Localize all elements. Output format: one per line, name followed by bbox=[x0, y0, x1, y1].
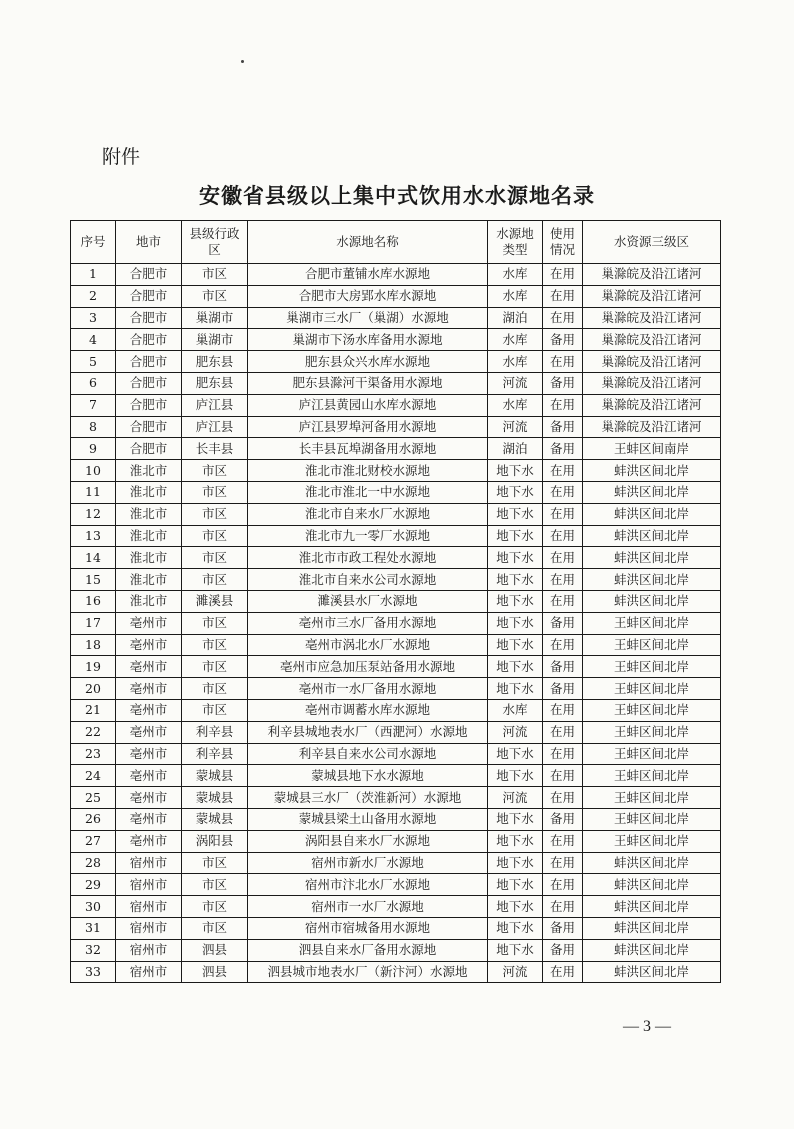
cell-water-region: 王蚌区间南岸 bbox=[583, 438, 721, 460]
cell-index: 22 bbox=[71, 721, 116, 743]
cell-city: 淮北市 bbox=[116, 547, 182, 569]
cell-water-region: 蚌洪区间北岸 bbox=[583, 569, 721, 591]
table-row bbox=[71, 917, 721, 939]
cell-index: 12 bbox=[71, 503, 116, 525]
cell-source-name: 蒙城县梁土山备用水源地 bbox=[248, 808, 488, 830]
cell-city: 淮北市 bbox=[116, 503, 182, 525]
cell-usage: 备用 bbox=[543, 438, 583, 460]
header-county: 县级行政区 bbox=[182, 221, 248, 264]
cell-usage: 在用 bbox=[543, 590, 583, 612]
cell-county: 泗县 bbox=[182, 939, 248, 961]
cell-index: 23 bbox=[71, 743, 116, 765]
table-row bbox=[71, 503, 721, 525]
cell-usage: 在用 bbox=[543, 634, 583, 656]
cell-source-type: 河流 bbox=[488, 961, 543, 983]
cell-city: 合肥市 bbox=[116, 329, 182, 351]
table-row bbox=[71, 285, 721, 307]
table-row bbox=[71, 787, 721, 809]
cell-water-region: 王蚌区间北岸 bbox=[583, 634, 721, 656]
cell-index: 3 bbox=[71, 307, 116, 329]
table-row bbox=[71, 264, 721, 286]
cell-usage: 在用 bbox=[543, 787, 583, 809]
cell-source-type: 地下水 bbox=[488, 460, 543, 482]
table-row bbox=[71, 351, 721, 373]
table-row bbox=[71, 547, 721, 569]
cell-water-region: 王蚌区间北岸 bbox=[583, 678, 721, 700]
cell-city: 亳州市 bbox=[116, 634, 182, 656]
table-row bbox=[71, 830, 721, 852]
table-row bbox=[71, 525, 721, 547]
cell-source-name: 淮北市九一零厂水源地 bbox=[248, 525, 488, 547]
cell-usage: 备用 bbox=[543, 372, 583, 394]
cell-county: 涡阳县 bbox=[182, 830, 248, 852]
cell-water-region: 巢滁皖及沿江诸河 bbox=[583, 351, 721, 373]
cell-source-name: 淮北市淮北财校水源地 bbox=[248, 460, 488, 482]
attachment-label: 附件 bbox=[102, 146, 141, 168]
cell-index: 29 bbox=[71, 874, 116, 896]
cell-source-type: 地下水 bbox=[488, 481, 543, 503]
cell-source-type: 水库 bbox=[488, 699, 543, 721]
cell-source-type: 地下水 bbox=[488, 678, 543, 700]
cell-index: 21 bbox=[71, 699, 116, 721]
cell-index: 7 bbox=[71, 394, 116, 416]
cell-source-name: 亳州市调蓄水库水源地 bbox=[248, 699, 488, 721]
table-header bbox=[71, 221, 721, 264]
table-row bbox=[71, 765, 721, 787]
cell-county: 市区 bbox=[182, 264, 248, 286]
cell-water-region: 蚌洪区间北岸 bbox=[583, 460, 721, 482]
cell-city: 淮北市 bbox=[116, 569, 182, 591]
cell-county: 市区 bbox=[182, 656, 248, 678]
cell-index: 28 bbox=[71, 852, 116, 874]
cell-city: 淮北市 bbox=[116, 525, 182, 547]
cell-city: 宿州市 bbox=[116, 961, 182, 983]
table-row bbox=[71, 460, 721, 482]
cell-water-region: 王蚌区间北岸 bbox=[583, 808, 721, 830]
cell-usage: 备用 bbox=[543, 656, 583, 678]
cell-source-type: 水库 bbox=[488, 329, 543, 351]
cell-index: 32 bbox=[71, 939, 116, 961]
header-water-region: 水资源三级区 bbox=[583, 221, 721, 264]
cell-water-region: 王蚌区间北岸 bbox=[583, 612, 721, 634]
cell-source-name: 肥东县众兴水库水源地 bbox=[248, 351, 488, 373]
cell-index: 14 bbox=[71, 547, 116, 569]
cell-index: 30 bbox=[71, 896, 116, 918]
cell-county: 市区 bbox=[182, 525, 248, 547]
cell-index: 1 bbox=[71, 264, 116, 286]
cell-water-region: 王蚌区间北岸 bbox=[583, 699, 721, 721]
cell-index: 33 bbox=[71, 961, 116, 983]
cell-usage: 在用 bbox=[543, 264, 583, 286]
cell-source-type: 地下水 bbox=[488, 612, 543, 634]
cell-source-type: 湖泊 bbox=[488, 438, 543, 460]
cell-source-name: 淮北市淮北一中水源地 bbox=[248, 481, 488, 503]
cell-source-name: 合肥市大房郢水库水源地 bbox=[248, 285, 488, 307]
table-row bbox=[71, 874, 721, 896]
cell-usage: 备用 bbox=[543, 939, 583, 961]
cell-water-region: 蚌洪区间北岸 bbox=[583, 961, 721, 983]
cell-index: 5 bbox=[71, 351, 116, 373]
cell-source-type: 河流 bbox=[488, 416, 543, 438]
page-number: — 3 — bbox=[623, 1018, 671, 1035]
cell-source-name: 庐江县罗埠河备用水源地 bbox=[248, 416, 488, 438]
cell-source-type: 河流 bbox=[488, 721, 543, 743]
cell-city: 合肥市 bbox=[116, 372, 182, 394]
water-source-table bbox=[70, 220, 721, 983]
header-city: 地市 bbox=[116, 221, 182, 264]
cell-water-region: 蚌洪区间北岸 bbox=[583, 525, 721, 547]
cell-source-name: 宿州市新水厂水源地 bbox=[248, 852, 488, 874]
table-row bbox=[71, 678, 721, 700]
cell-water-region: 王蚌区间北岸 bbox=[583, 721, 721, 743]
cell-water-region: 巢滁皖及沿江诸河 bbox=[583, 372, 721, 394]
cell-source-type: 地下水 bbox=[488, 547, 543, 569]
cell-city: 亳州市 bbox=[116, 612, 182, 634]
cell-index: 6 bbox=[71, 372, 116, 394]
cell-index: 27 bbox=[71, 830, 116, 852]
cell-city: 合肥市 bbox=[116, 394, 182, 416]
cell-city: 亳州市 bbox=[116, 787, 182, 809]
cell-county: 市区 bbox=[182, 634, 248, 656]
cell-water-region: 巢滁皖及沿江诸河 bbox=[583, 329, 721, 351]
table-row bbox=[71, 634, 721, 656]
cell-water-region: 王蚌区间北岸 bbox=[583, 743, 721, 765]
table-row bbox=[71, 743, 721, 765]
cell-source-name: 宿州市一水厂水源地 bbox=[248, 896, 488, 918]
cell-city: 亳州市 bbox=[116, 765, 182, 787]
cell-index: 25 bbox=[71, 787, 116, 809]
cell-county: 市区 bbox=[182, 678, 248, 700]
cell-county: 市区 bbox=[182, 569, 248, 591]
cell-source-type: 地下水 bbox=[488, 896, 543, 918]
cell-source-type: 水库 bbox=[488, 285, 543, 307]
cell-county: 市区 bbox=[182, 547, 248, 569]
cell-water-region: 王蚌区间北岸 bbox=[583, 830, 721, 852]
cell-city: 合肥市 bbox=[116, 416, 182, 438]
cell-usage: 在用 bbox=[543, 351, 583, 373]
cell-county: 利辛县 bbox=[182, 721, 248, 743]
cell-water-region: 巢滁皖及沿江诸河 bbox=[583, 394, 721, 416]
cell-usage: 在用 bbox=[543, 743, 583, 765]
cell-county: 蒙城县 bbox=[182, 808, 248, 830]
cell-county: 长丰县 bbox=[182, 438, 248, 460]
cell-index: 26 bbox=[71, 808, 116, 830]
cell-water-region: 蚌洪区间北岸 bbox=[583, 590, 721, 612]
table-row bbox=[71, 852, 721, 874]
cell-index: 24 bbox=[71, 765, 116, 787]
cell-usage: 在用 bbox=[543, 307, 583, 329]
cell-usage: 在用 bbox=[543, 699, 583, 721]
cell-county: 市区 bbox=[182, 699, 248, 721]
cell-county: 市区 bbox=[182, 917, 248, 939]
cell-source-type: 水库 bbox=[488, 264, 543, 286]
cell-county: 市区 bbox=[182, 874, 248, 896]
cell-county: 肥东县 bbox=[182, 372, 248, 394]
cell-index: 16 bbox=[71, 590, 116, 612]
cell-source-type: 地下水 bbox=[488, 765, 543, 787]
cell-city: 宿州市 bbox=[116, 896, 182, 918]
table-row bbox=[71, 438, 721, 460]
table-row bbox=[71, 590, 721, 612]
header-usage: 使用情况 bbox=[543, 221, 583, 264]
cell-city: 合肥市 bbox=[116, 285, 182, 307]
cell-source-type: 地下水 bbox=[488, 656, 543, 678]
cell-usage: 在用 bbox=[543, 481, 583, 503]
table-row bbox=[71, 612, 721, 634]
cell-source-name: 亳州市三水厂备用水源地 bbox=[248, 612, 488, 634]
cell-usage: 在用 bbox=[543, 285, 583, 307]
cell-water-region: 王蚌区间北岸 bbox=[583, 787, 721, 809]
cell-water-region: 巢滁皖及沿江诸河 bbox=[583, 416, 721, 438]
cell-water-region: 蚌洪区间北岸 bbox=[583, 874, 721, 896]
cell-county: 蒙城县 bbox=[182, 787, 248, 809]
cell-usage: 在用 bbox=[543, 721, 583, 743]
cell-source-name: 蒙城县地下水水源地 bbox=[248, 765, 488, 787]
cell-city: 亳州市 bbox=[116, 830, 182, 852]
cell-city: 亳州市 bbox=[116, 808, 182, 830]
cell-source-name: 巢湖市三水厂（巢湖）水源地 bbox=[248, 307, 488, 329]
cell-county: 蒙城县 bbox=[182, 765, 248, 787]
cell-source-name: 巢湖市下汤水库备用水源地 bbox=[248, 329, 488, 351]
header-index: 序号 bbox=[71, 221, 116, 264]
table-row bbox=[71, 372, 721, 394]
cell-city: 宿州市 bbox=[116, 939, 182, 961]
cell-source-name: 淮北市市政工程处水源地 bbox=[248, 547, 488, 569]
cell-source-name: 亳州市一水厂备用水源地 bbox=[248, 678, 488, 700]
cell-city: 合肥市 bbox=[116, 264, 182, 286]
cell-city: 合肥市 bbox=[116, 438, 182, 460]
cell-water-region: 巢滁皖及沿江诸河 bbox=[583, 307, 721, 329]
cell-water-region: 巢滁皖及沿江诸河 bbox=[583, 285, 721, 307]
cell-county: 市区 bbox=[182, 896, 248, 918]
cell-county: 庐江县 bbox=[182, 416, 248, 438]
table-row bbox=[71, 416, 721, 438]
cell-usage: 在用 bbox=[543, 765, 583, 787]
cell-water-region: 蚌洪区间北岸 bbox=[583, 896, 721, 918]
table-body bbox=[71, 264, 721, 983]
cell-county: 巢湖市 bbox=[182, 307, 248, 329]
cell-county: 市区 bbox=[182, 503, 248, 525]
cell-source-name: 濉溪县水厂水源地 bbox=[248, 590, 488, 612]
cell-source-name: 涡阳县自来水厂水源地 bbox=[248, 830, 488, 852]
cell-water-region: 蚌洪区间北岸 bbox=[583, 481, 721, 503]
cell-city: 亳州市 bbox=[116, 656, 182, 678]
table-row bbox=[71, 394, 721, 416]
cell-source-type: 地下水 bbox=[488, 917, 543, 939]
header-source-name: 水源地名称 bbox=[248, 221, 488, 264]
table-row bbox=[71, 721, 721, 743]
cell-city: 合肥市 bbox=[116, 351, 182, 373]
cell-city: 宿州市 bbox=[116, 917, 182, 939]
cell-water-region: 王蚌区间北岸 bbox=[583, 656, 721, 678]
table-row bbox=[71, 329, 721, 351]
cell-source-name: 泗县自来水厂备用水源地 bbox=[248, 939, 488, 961]
cell-usage: 备用 bbox=[543, 612, 583, 634]
table-row bbox=[71, 699, 721, 721]
cell-county: 市区 bbox=[182, 612, 248, 634]
cell-city: 宿州市 bbox=[116, 852, 182, 874]
cell-city: 亳州市 bbox=[116, 678, 182, 700]
cell-index: 31 bbox=[71, 917, 116, 939]
cell-county: 市区 bbox=[182, 285, 248, 307]
scan-dot bbox=[241, 60, 244, 63]
cell-usage: 备用 bbox=[543, 329, 583, 351]
cell-source-type: 地下水 bbox=[488, 743, 543, 765]
cell-city: 亳州市 bbox=[116, 699, 182, 721]
cell-water-region: 蚌洪区间北岸 bbox=[583, 852, 721, 874]
cell-source-type: 地下水 bbox=[488, 830, 543, 852]
cell-source-type: 地下水 bbox=[488, 590, 543, 612]
cell-water-region: 巢滁皖及沿江诸河 bbox=[583, 264, 721, 286]
cell-index: 9 bbox=[71, 438, 116, 460]
header-row bbox=[71, 221, 721, 264]
cell-source-name: 长丰县瓦埠湖备用水源地 bbox=[248, 438, 488, 460]
cell-source-type: 地下水 bbox=[488, 852, 543, 874]
cell-source-type: 水库 bbox=[488, 351, 543, 373]
cell-index: 8 bbox=[71, 416, 116, 438]
cell-usage: 在用 bbox=[543, 547, 583, 569]
cell-source-name: 淮北市自来水公司水源地 bbox=[248, 569, 488, 591]
table-row bbox=[71, 656, 721, 678]
cell-index: 2 bbox=[71, 285, 116, 307]
cell-city: 亳州市 bbox=[116, 743, 182, 765]
cell-index: 10 bbox=[71, 460, 116, 482]
cell-index: 18 bbox=[71, 634, 116, 656]
cell-water-region: 王蚌区间北岸 bbox=[583, 765, 721, 787]
cell-source-name: 亳州市应急加压泵站备用水源地 bbox=[248, 656, 488, 678]
cell-county: 泗县 bbox=[182, 961, 248, 983]
cell-source-name: 宿州市宿城备用水源地 bbox=[248, 917, 488, 939]
cell-county: 利辛县 bbox=[182, 743, 248, 765]
cell-usage: 备用 bbox=[543, 917, 583, 939]
cell-usage: 在用 bbox=[543, 830, 583, 852]
cell-index: 15 bbox=[71, 569, 116, 591]
cell-source-type: 地下水 bbox=[488, 525, 543, 547]
cell-usage: 在用 bbox=[543, 961, 583, 983]
table-row bbox=[71, 307, 721, 329]
cell-usage: 备用 bbox=[543, 808, 583, 830]
cell-water-region: 蚌洪区间北岸 bbox=[583, 939, 721, 961]
table-row bbox=[71, 808, 721, 830]
cell-city: 亳州市 bbox=[116, 721, 182, 743]
cell-source-name: 宿州市汴北水厂水源地 bbox=[248, 874, 488, 896]
cell-usage: 备用 bbox=[543, 678, 583, 700]
cell-water-region: 蚌洪区间北岸 bbox=[583, 547, 721, 569]
cell-source-name: 合肥市董铺水库水源地 bbox=[248, 264, 488, 286]
cell-source-name: 泗县城市地表水厂（新汴河）水源地 bbox=[248, 961, 488, 983]
cell-city: 宿州市 bbox=[116, 874, 182, 896]
header-source-type: 水源地类型 bbox=[488, 221, 543, 264]
table-row bbox=[71, 896, 721, 918]
cell-source-name: 蒙城县三水厂（茨淮新河）水源地 bbox=[248, 787, 488, 809]
cell-usage: 在用 bbox=[543, 874, 583, 896]
cell-city: 淮北市 bbox=[116, 590, 182, 612]
cell-county: 巢湖市 bbox=[182, 329, 248, 351]
cell-usage: 在用 bbox=[543, 896, 583, 918]
cell-county: 市区 bbox=[182, 852, 248, 874]
cell-source-type: 地下水 bbox=[488, 939, 543, 961]
cell-index: 4 bbox=[71, 329, 116, 351]
cell-source-type: 河流 bbox=[488, 372, 543, 394]
table-row bbox=[71, 569, 721, 591]
cell-source-type: 地下水 bbox=[488, 634, 543, 656]
cell-county: 肥东县 bbox=[182, 351, 248, 373]
cell-index: 11 bbox=[71, 481, 116, 503]
cell-county: 濉溪县 bbox=[182, 590, 248, 612]
cell-usage: 在用 bbox=[543, 503, 583, 525]
cell-source-name: 庐江县黄园山水库水源地 bbox=[248, 394, 488, 416]
cell-source-name: 利辛县自来水公司水源地 bbox=[248, 743, 488, 765]
cell-source-type: 地下水 bbox=[488, 503, 543, 525]
cell-source-type: 地下水 bbox=[488, 874, 543, 896]
cell-city: 淮北市 bbox=[116, 460, 182, 482]
cell-usage: 在用 bbox=[543, 569, 583, 591]
cell-source-name: 肥东县滁河干渠备用水源地 bbox=[248, 372, 488, 394]
cell-county: 市区 bbox=[182, 481, 248, 503]
cell-index: 17 bbox=[71, 612, 116, 634]
cell-usage: 备用 bbox=[543, 416, 583, 438]
cell-county: 庐江县 bbox=[182, 394, 248, 416]
cell-source-type: 地下水 bbox=[488, 808, 543, 830]
cell-source-type: 水库 bbox=[488, 394, 543, 416]
cell-city: 淮北市 bbox=[116, 481, 182, 503]
table-row bbox=[71, 961, 721, 983]
cell-water-region: 蚌洪区间北岸 bbox=[583, 503, 721, 525]
cell-index: 19 bbox=[71, 656, 116, 678]
cell-city: 合肥市 bbox=[116, 307, 182, 329]
cell-index: 13 bbox=[71, 525, 116, 547]
cell-usage: 在用 bbox=[543, 394, 583, 416]
cell-source-type: 河流 bbox=[488, 787, 543, 809]
cell-usage: 在用 bbox=[543, 460, 583, 482]
cell-index: 20 bbox=[71, 678, 116, 700]
cell-source-type: 湖泊 bbox=[488, 307, 543, 329]
table-row bbox=[71, 481, 721, 503]
table-row bbox=[71, 939, 721, 961]
cell-usage: 在用 bbox=[543, 525, 583, 547]
cell-source-name: 利辛县城地表水厂（西淝河）水源地 bbox=[248, 721, 488, 743]
cell-county: 市区 bbox=[182, 460, 248, 482]
document-title: 安徽省县级以上集中式饮用水水源地名录 bbox=[199, 184, 595, 208]
cell-usage: 在用 bbox=[543, 852, 583, 874]
cell-water-region: 蚌洪区间北岸 bbox=[583, 917, 721, 939]
cell-source-name: 淮北市自来水厂水源地 bbox=[248, 503, 488, 525]
cell-source-type: 地下水 bbox=[488, 569, 543, 591]
cell-source-name: 亳州市涡北水厂水源地 bbox=[248, 634, 488, 656]
